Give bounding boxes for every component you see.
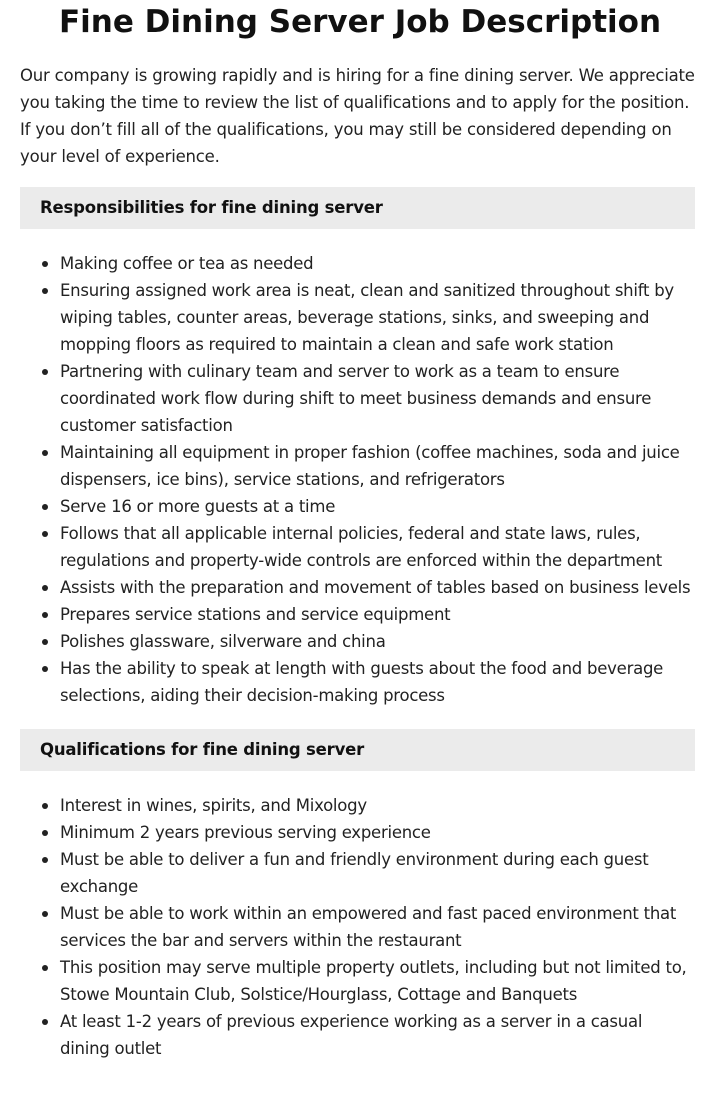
list-item: This position may serve multiple property outlets, including but not limited to, Stowe Mountain Club, Solstice/Hourglass, Cottage and Banquets [20, 954, 695, 1008]
list-item: Prepares service stations and service equipment [20, 601, 695, 628]
list-item: Must be able to deliver a fun and friendly environment during each guest exchange [20, 846, 695, 900]
qualifications-heading: Qualifications for fine dining server [20, 729, 695, 771]
page-title: Fine Dining Server Job Description [58, 4, 662, 40]
list-item: Ensuring assigned work area is neat, clean and sanitized throughout shift by wiping tables, counter areas, beverage stations, sinks, and sweeping and mopping floors as required to maintain a clean and safe work station [20, 277, 695, 358]
list-item: Polishes glassware, silverware and china [20, 628, 695, 655]
list-item: Partnering with culinary team and server to work as a team to ensure coordinated work flow during shift to meet business demands and ensure customer satisfaction [20, 358, 695, 439]
list-item: At least 1-2 years of previous experience working as a server in a casual dining outlet [20, 1008, 695, 1062]
list-item: Follows that all applicable internal policies, federal and state laws, rules, regulations and property-wide controls are enforced within the department [20, 520, 695, 574]
responsibilities-list [20, 250, 695, 709]
qualifications-list [20, 792, 695, 1062]
list-item: Making coffee or tea as needed [20, 250, 695, 277]
list-item: Has the ability to speak at length with guests about the food and beverage selections, aiding their decision-making process [20, 655, 695, 709]
list-item: Minimum 2 years previous serving experience [20, 819, 695, 846]
responsibilities-heading: Responsibilities for fine dining server [20, 187, 695, 229]
intro-paragraph: Our company is growing rapidly and is hiring for a fine dining server. We appreciate you taking the time to review the list of qualifications and to apply for the position. If you don’t fill all of the qualifications, you may still be considered depending on your level of experience. [20, 66, 695, 166]
list-item: Maintaining all equipment in proper fashion (coffee machines, soda and juice dispensers, ice bins), service stations, and refrigerators [20, 439, 695, 493]
list-item: Assists with the preparation and movement of tables based on business levels [20, 574, 695, 601]
list-item: Must be able to work within an empowered and fast paced environment that services the bar and servers within the restaurant [20, 900, 695, 954]
list-item: Serve 16 or more guests at a time [20, 493, 695, 520]
list-item: Interest in wines, spirits, and Mixology [20, 792, 695, 819]
